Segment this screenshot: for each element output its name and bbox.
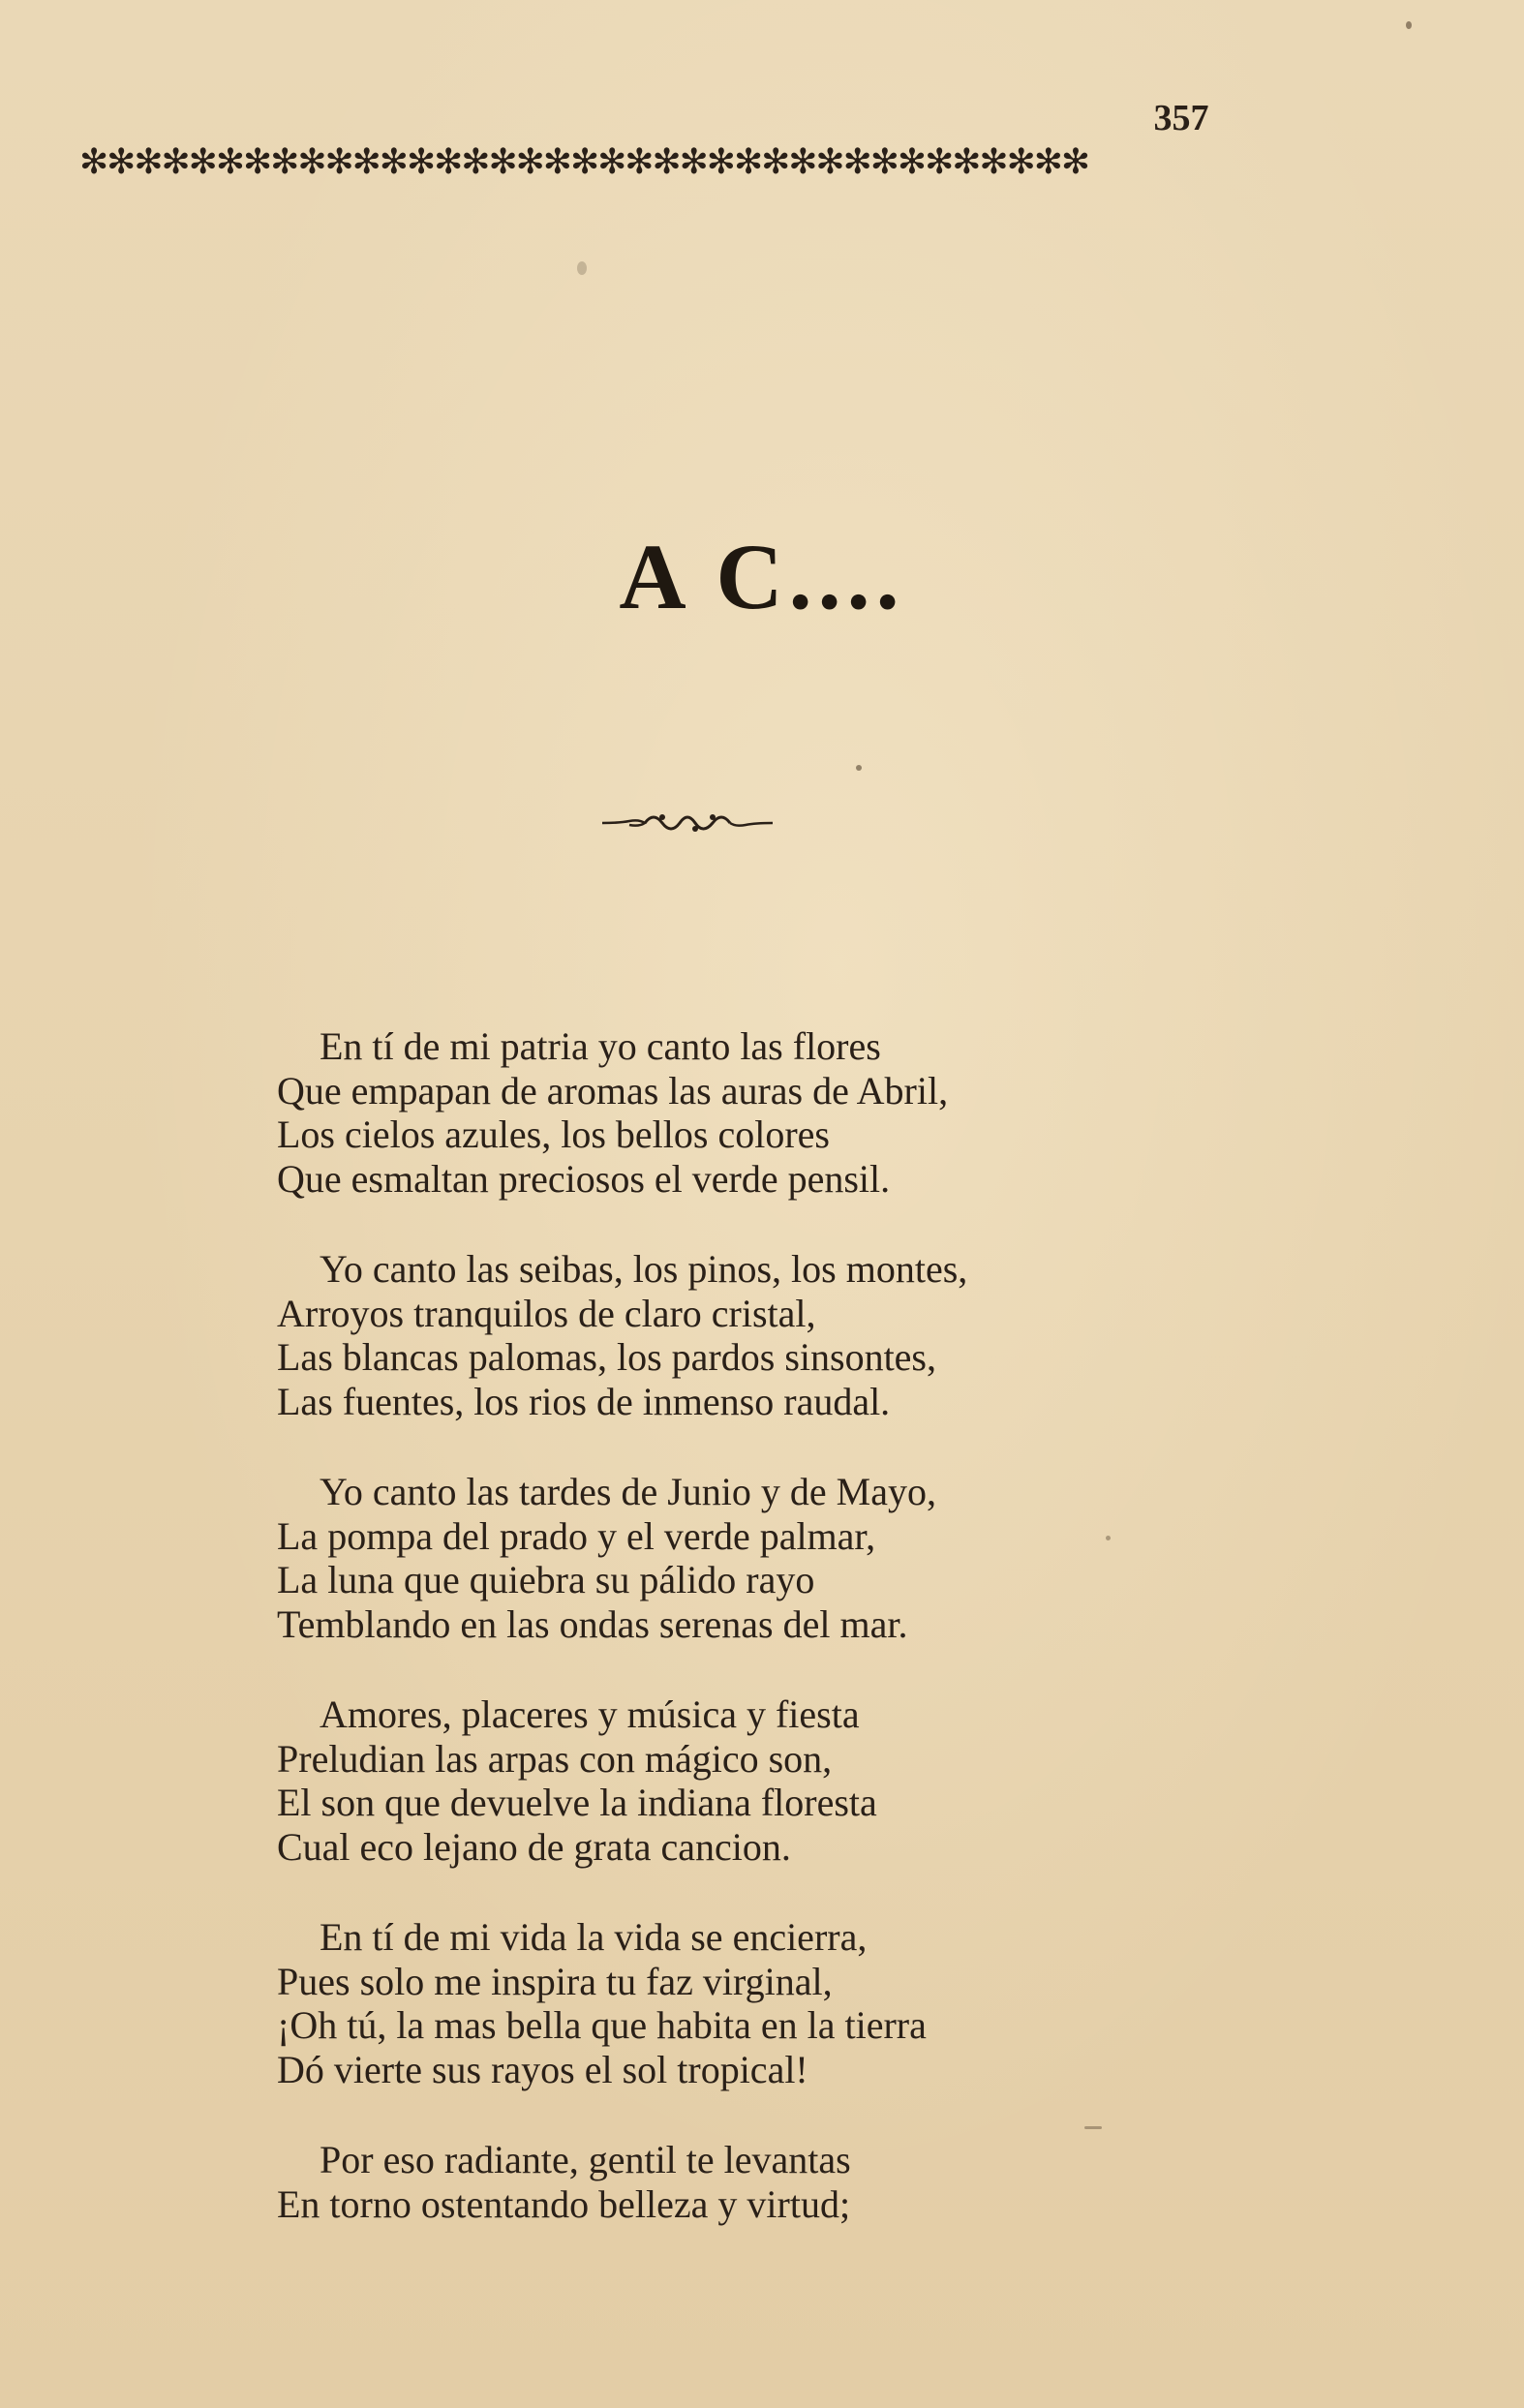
poem-line: Preludian las arpas con mágico son,	[277, 1736, 833, 1781]
poem-line: Que empapan de aromas las auras de Abril,	[277, 1068, 949, 1113]
poem-body	[277, 1024, 1206, 2272]
poem-line: Las fuentes, los rios de inmenso raudal.	[277, 1379, 891, 1423]
poem-line: La luna que quiebra su pálido rayo	[277, 1558, 815, 1601]
poem-line: Que esmaltan preciosos el verde pensil.	[277, 1156, 891, 1201]
stanza	[277, 1915, 1206, 2091]
paper-speck	[1406, 21, 1412, 29]
poem-line: Temblando en las ondas serenas del mar.	[277, 1601, 908, 1646]
stanza	[277, 1470, 1206, 1646]
poem-line: En torno ostentando belleza y virtud;	[277, 2181, 851, 2226]
paper-speck	[1106, 1536, 1111, 1540]
poem-line: Dó vierte sus rayos el sol tropical!	[277, 2047, 808, 2091]
poem-line: Por eso radiante, gentil te levantas	[320, 2138, 851, 2181]
decorative-flourish-icon	[600, 806, 775, 840]
stanza	[277, 1024, 1206, 1201]
star-rule-divider: ✻✻✻✻✻✻✻✻✻✻✻✻✻✻✻✻✻✻✻✻✻✻✻✻✻✻✻✻✻✻✻✻✻✻✻✻✻	[79, 142, 1089, 182]
poem-line: ¡Oh tú, la mas bella que habita en la tierra	[277, 2003, 927, 2047]
poem-line: La pompa del prado y el verde palmar,	[277, 1513, 876, 1558]
poem-line: Las blancas palomas, los pardos sinsontes,	[277, 1335, 936, 1379]
poem-line: Los cielos azules, los bellos colores	[277, 1113, 830, 1156]
poem-line: En tí de mi patria yo canto las flores	[320, 1024, 881, 1068]
paper-speck	[577, 261, 587, 275]
poem-title: A C....	[619, 525, 905, 628]
poem-line: Yo canto las tardes de Junio y de Mayo,	[320, 1470, 936, 1513]
stanza	[277, 2138, 1206, 2226]
poem-line: En tí de mi vida la vida se encierra,	[320, 1915, 868, 1959]
page-number: 357	[1153, 98, 1209, 138]
poem-line: Arroyos tranquilos de claro cristal,	[277, 1291, 816, 1335]
poem-line: Cual eco lejano de grata cancion.	[277, 1824, 791, 1869]
poem-line: Pues solo me inspira tu faz virginal,	[277, 1959, 833, 2003]
poem-line: Amores, placeres y música y fiesta	[320, 1692, 860, 1736]
poem-line: Yo canto las seibas, los pinos, los montes,	[320, 1247, 968, 1291]
poem-line: El son que devuelve la indiana floresta	[277, 1781, 877, 1824]
paper-speck	[856, 765, 862, 771]
paper-speck	[1084, 2126, 1102, 2129]
stanza	[277, 1692, 1206, 1869]
stanza	[277, 1247, 1206, 1423]
